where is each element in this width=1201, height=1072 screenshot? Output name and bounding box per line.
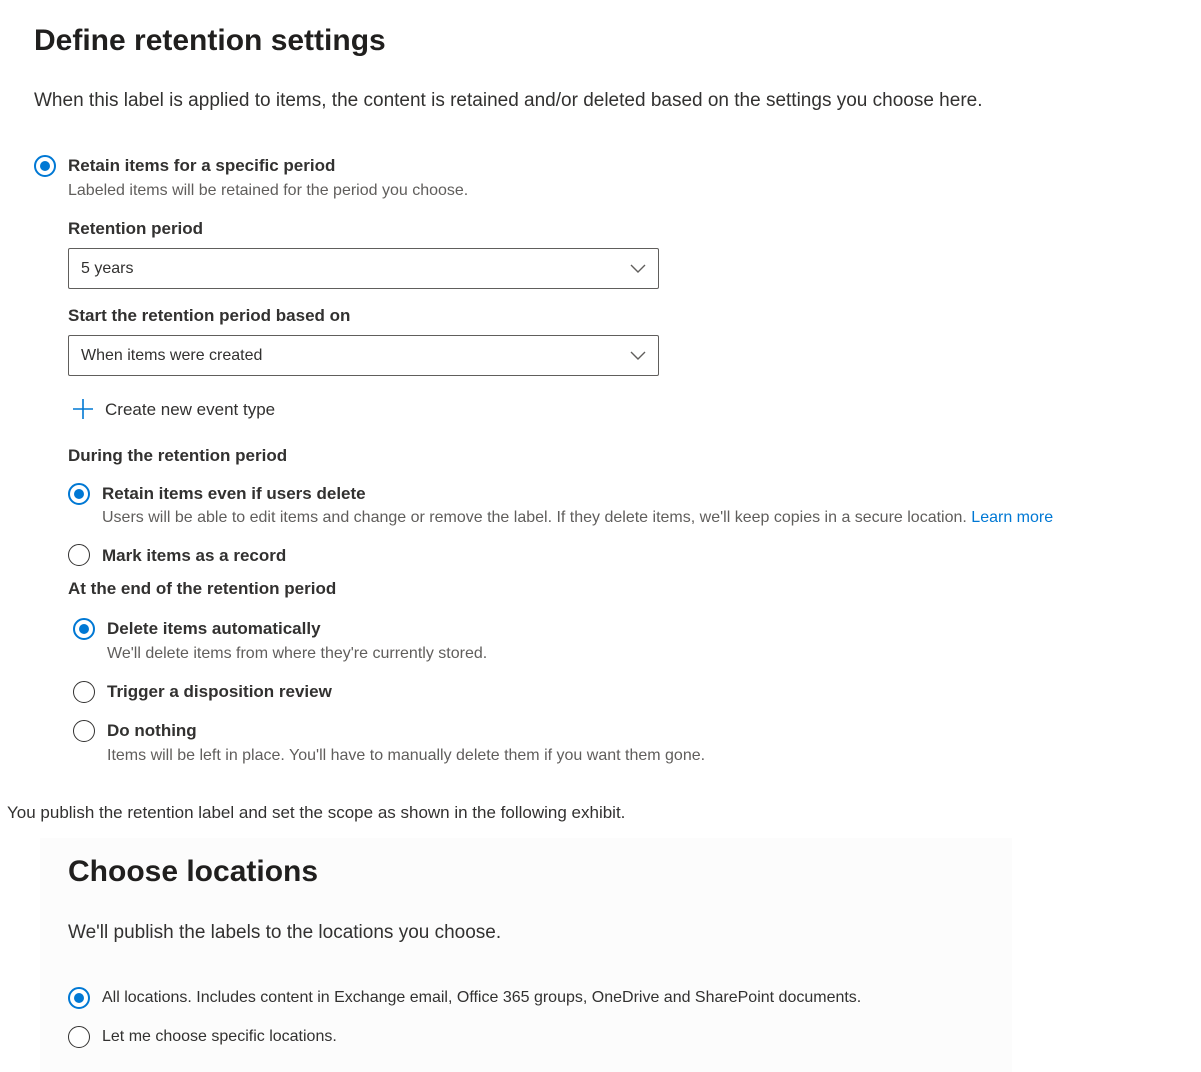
during-period-label: During the retention period: [68, 446, 288, 465]
do-nothing-sub: Items will be left in place. You'll have to manually delete them if you want them gone.: [107, 747, 706, 764]
delete-automatically-label[interactable]: Delete items automatically: [107, 619, 321, 638]
retain-even-if-delete-label[interactable]: Retain items even if users delete: [102, 484, 366, 503]
delete-automatically-radio[interactable]: [73, 618, 95, 640]
retain-period-sub: Labeled items will be retained for the period you choose.: [68, 182, 469, 199]
do-nothing-radio[interactable]: [73, 720, 95, 742]
retain-period-label[interactable]: Retain items for a specific period: [68, 156, 336, 175]
all-locations-label[interactable]: All locations. Includes content in Exchange email, Office 365 groups, OneDrive and SharePoint documents.: [102, 989, 862, 1006]
delete-automatically-sub: We'll delete items from where they're currently stored.: [107, 645, 488, 662]
chevron-down-icon: [630, 262, 646, 274]
retention-description: When this label is applied to items, the content is retained and/or deleted based on the settings you choose here.: [34, 90, 983, 111]
mark-as-record-label[interactable]: Mark items as a record: [102, 546, 287, 565]
chevron-down-icon: [630, 349, 646, 361]
start-based-on-dropdown[interactable]: [68, 335, 659, 376]
retention-period-label: Retention period: [68, 219, 204, 238]
retention-period-value: 5 years: [81, 260, 134, 277]
start-based-on-label: Start the retention period based on: [68, 306, 351, 325]
mark-as-record-radio[interactable]: [68, 544, 90, 566]
retention-title: Define retention settings: [34, 24, 386, 57]
learn-more-link[interactable]: Learn more: [971, 509, 1054, 526]
create-event-type-link[interactable]: Create new event type: [105, 400, 276, 419]
disposition-review-radio[interactable]: [73, 681, 95, 703]
specific-locations-label[interactable]: Let me choose specific locations.: [102, 1028, 337, 1045]
end-period-label: At the end of the retention period: [68, 579, 337, 598]
plus-icon[interactable]: [72, 398, 94, 420]
retention-period-dropdown[interactable]: [68, 248, 659, 289]
locations-title: Choose locations: [68, 855, 319, 888]
publish-note: You publish the retention label and set the scope as shown in the following exhibit.: [7, 803, 626, 822]
retain-even-if-delete-sub: Users will be able to edit items and change or remove the label. If they delete items, we'll keep copies in a secure location. Learn more: [102, 509, 1054, 526]
locations-description: We'll publish the labels to the locations you choose.: [68, 922, 502, 943]
all-locations-radio[interactable]: [68, 987, 90, 1009]
disposition-review-label[interactable]: Trigger a disposition review: [107, 682, 332, 701]
retain-period-radio[interactable]: [34, 155, 56, 177]
do-nothing-label[interactable]: Do nothing: [107, 721, 197, 740]
start-based-on-value: When items were created: [81, 347, 263, 364]
specific-locations-radio[interactable]: [68, 1026, 90, 1048]
retain-even-if-delete-radio[interactable]: [68, 483, 90, 505]
